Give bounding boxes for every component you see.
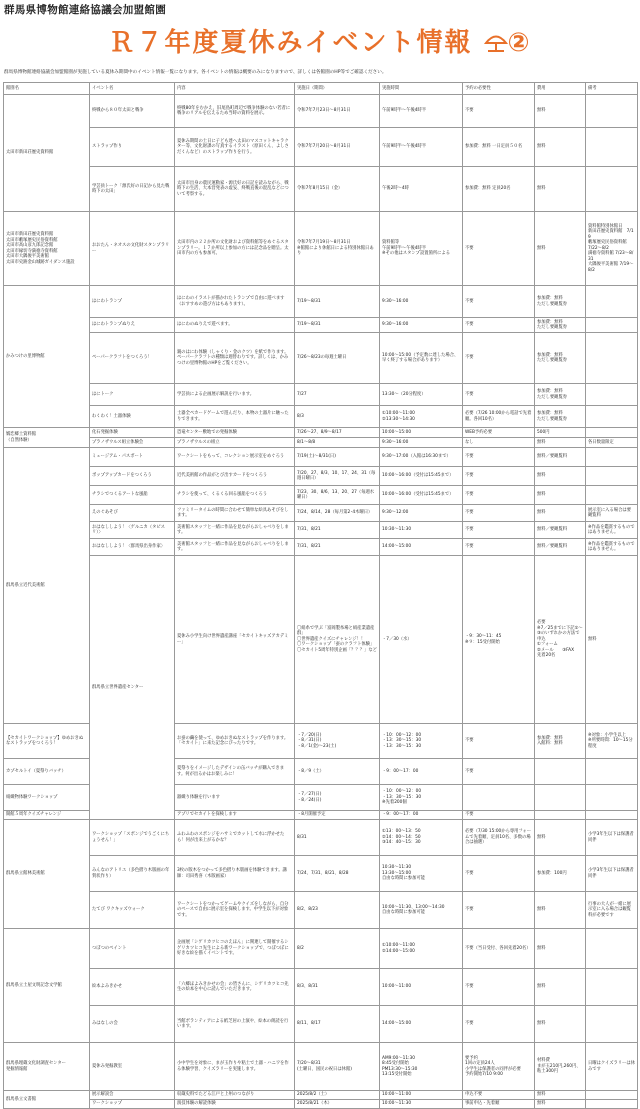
- time-cell: ・10：00～12：00 ・13：30～15：30 ・13：30～15：30: [380, 724, 463, 759]
- time-cell: 9:30～16:00: [380, 318, 463, 333]
- time-cell: 14:00～15:00: [380, 539, 463, 556]
- table-row: [4, 333, 638, 384]
- date-cell: 2025/8/21（木）: [295, 1100, 380, 1109]
- col-header-content: 内容: [175, 83, 295, 95]
- table-row: [4, 505, 638, 522]
- date-cell: 8/31: [295, 820, 380, 856]
- reserve-cell: WEB予約必要: [463, 428, 535, 438]
- reserve-cell: 必要（7/30 15:00から専用フォームで先着順、定員10名、多数の場合は抽選）: [463, 820, 535, 856]
- content-cell: はにわのぬりえで遊べます。: [175, 318, 295, 333]
- event-cell: カプセルトイ（夏祭りバッチ）: [4, 759, 90, 785]
- content-cell: ファミリータイムの時間に合わせて簡単な絵具あそびをします。: [175, 505, 295, 522]
- fee-cell: 無料: [535, 167, 586, 212]
- title-suffix: ②: [507, 28, 532, 58]
- fee-cell: 参加費：無料 ただし要観覧券: [535, 406, 586, 428]
- reserve-cell: [463, 785, 535, 811]
- fee-cell: [535, 811, 586, 820]
- fee-cell: 無料: [535, 1006, 586, 1043]
- event-cell: ストラップ作り: [90, 128, 175, 167]
- event-cell: わくわく！土器体験: [90, 406, 175, 428]
- fee-cell: 無料: [535, 95, 586, 128]
- date-cell: ・8月開催予定: [295, 811, 380, 820]
- col-header-fee: 費用: [535, 83, 586, 95]
- reserve-cell: 不要: [463, 505, 535, 522]
- time-cell: ①13：00～13：50 ②14：00～14：50 ③14：40～15：30: [380, 820, 463, 856]
- note-cell: [586, 167, 638, 212]
- time-cell: 9:30～17:00（入館は16:30まで）: [380, 448, 463, 467]
- content-cell: 土器全ペカードゲームで遊んだり、本物の土器片に触ったりできます。: [175, 406, 295, 428]
- table-row: [4, 318, 638, 333]
- reserve-cell: 不要（当日受付、各回先着20名）: [463, 929, 535, 969]
- note-cell: ※作品を鑑賞するものではありません。: [586, 539, 638, 556]
- date-cell: 2025/8/2（土）: [295, 1091, 380, 1100]
- event-cell: プラノザウルス組立体験会: [90, 438, 175, 448]
- note-cell: ※作品を鑑賞するものではありません。: [586, 522, 638, 539]
- date-cell: 7/19～8/31: [295, 318, 380, 333]
- note-cell: [586, 811, 638, 820]
- table-row: [4, 969, 638, 1006]
- note-cell: ※対象：小学生以上 ※所要時間：10～15分程度: [586, 724, 638, 759]
- time-cell: 10:00～11:30: [380, 1100, 463, 1109]
- col-header-reserve: 予約の必要性: [463, 83, 535, 95]
- reserve-cell: 不要: [463, 467, 535, 486]
- event-cell: 学芸員トーク「源氏好の日記から見た戦時下の太田」: [90, 167, 175, 212]
- table-row: [4, 856, 638, 892]
- event-cell: 絹織物体験ワークショップ: [4, 785, 90, 811]
- venue-cell: 群馬県立館林美術館: [4, 820, 90, 929]
- fee-cell: 500円: [535, 428, 586, 438]
- content-cell: 収蔵史料でたどる江戸と上州のつながり: [175, 1091, 295, 1100]
- event-cell: はにわトランプぬりえ: [90, 318, 175, 333]
- fee-cell: 無料／要観覧料: [535, 539, 586, 556]
- col-header-event: イベント名: [90, 83, 175, 95]
- event-cell: おおたん・ネオスの文化財スタンプラリー: [90, 212, 175, 286]
- table-row: [4, 1043, 638, 1091]
- note-cell: [586, 467, 638, 486]
- reserve-cell: 不要: [463, 811, 535, 820]
- table-row: [4, 1091, 638, 1100]
- fee-cell: 参加費：100円: [535, 856, 586, 892]
- time-cell: 午前9時半～午後4時半: [380, 128, 463, 167]
- content-cell: 夏休み期間の土日に子ども達へ太田のマスコットキャラクター等、文化財課の写真するイラスト（原田くん、よしさだくんなど）のストラップ作りを行う。: [175, 128, 295, 167]
- date-cell: 8/11、8/17: [295, 1006, 380, 1043]
- date-cell: 7/24、8/14、28（毎月第2･4木曜日）: [295, 505, 380, 522]
- table-row: [4, 539, 638, 556]
- event-cell: ワークショップ「スポンジでうごくにちょうせん！」: [90, 820, 175, 856]
- date-cell: 7/20、27、8/3、10、17、24、31（毎週日曜日）: [295, 467, 380, 486]
- event-cell: つぼつのペイント: [90, 929, 175, 969]
- date-cell: 8/2、8/23: [295, 892, 380, 929]
- date-cell: 7/20～8/31 (土曜日、国民の祝日は休館): [295, 1043, 380, 1091]
- fee-cell: 参加費：無料 ただし要観覧券: [535, 333, 586, 384]
- fee-cell: 無料: [535, 505, 586, 522]
- fee-cell: 無料: [535, 438, 586, 448]
- time-cell: 午前9時半～午後4時半: [380, 95, 463, 128]
- content-cell: 「六郷ほよみきかせの会」の皆さんに、シゲリカツヒコ先生の絵本を中心に読んでいただきます。: [175, 969, 295, 1006]
- time-cell: 9:30～16:00: [380, 438, 463, 448]
- venue-cell: 太田市新田荘歴史資料館: [4, 95, 90, 212]
- event-cell: みんなのアトリエ（多色摺り木版画の年賀状作り）: [90, 856, 175, 892]
- date-cell: 7/31、8/21: [295, 539, 380, 556]
- fee-cell: 参加費：無料 ただし要観覧券: [535, 384, 586, 406]
- fee-cell: 無料: [535, 969, 586, 1006]
- table-header-row: [4, 83, 638, 95]
- note-cell: [586, 384, 638, 406]
- event-cell: おはなししよう！〈ゲルニカ（タピスリ）〉: [90, 522, 175, 539]
- note-cell: [586, 929, 638, 969]
- table-row: [4, 95, 638, 128]
- content-cell: プラノザウルスの組立: [175, 438, 295, 448]
- note-cell: [586, 785, 638, 811]
- note-cell: [586, 1006, 638, 1043]
- table-row: [4, 406, 638, 428]
- content-cell: 当館ボランティアによる紙芝居の上演や、絵本の朗読を行います。: [175, 1006, 295, 1043]
- date-cell: 7/24、7/31、8/21、8/28: [295, 856, 380, 892]
- event-cell: ポップアップカードをつくろう: [90, 467, 175, 486]
- content-cell: 美術館スタッフと一緒に作品を見ながらおしゃべりをします。: [175, 522, 295, 539]
- reserve-cell: 不要: [463, 724, 535, 759]
- time-cell: 9:30～12:00: [380, 505, 463, 522]
- fee-cell: 無料／要観覧料: [535, 448, 586, 467]
- date-cell: 令和7年7月19日～8月31日 ※館館により休館日による特別休館日あり: [295, 212, 380, 286]
- table-row: [4, 1100, 638, 1109]
- event-cell: えのぐあそび: [90, 505, 175, 522]
- content-cell: 太田市内の２２か所の文化財および資料館等をめぐるスタンプラリー。１７か所以上参加の方には記念品を贈呈。太田市内の方も参加可。: [175, 212, 295, 286]
- fee-cell: [535, 759, 586, 785]
- fee-cell: 無料: [535, 486, 586, 505]
- reserve-cell: 不要: [463, 95, 535, 128]
- reserve-cell: 不要: [463, 448, 535, 467]
- content-cell: はにわのイラストが描かれたトランプで自由に遊べます（おすすめの遊び方はもあります）。: [175, 286, 295, 318]
- time-cell: 13:30～（20分程度）: [380, 384, 463, 406]
- table-row: [4, 1006, 638, 1043]
- event-cell: 開館５周年クイズチャレンジ: [4, 811, 90, 820]
- table-row: [4, 167, 638, 212]
- event-cell: はにわトランプ: [90, 286, 175, 318]
- organization-name: 群馬県博物館連絡協議会加盟館園: [4, 4, 166, 16]
- event-cell: たてび ワクキッズウォーク: [90, 892, 175, 929]
- note-cell: 行事の大人が一緒に展示室に入る場合は観覧料が必要です: [586, 892, 638, 929]
- note-cell: [586, 95, 638, 128]
- reserve-cell: 不要: [463, 892, 535, 929]
- note-cell: 資料館特別休館日 新田荘歴史資料館 7/19 藪塚歴史民俗資料館 7/22～8/2 満徳寺資料館 7/23～8/31 大隅俊平美術館 7/19～8/2: [586, 212, 638, 286]
- event-cell: 夏休み小学生向け世界遺産講座「セカイトキッズアカデミー」: [175, 556, 295, 724]
- content-cell: 学芸員による企画展示解説を行います。: [175, 384, 295, 406]
- venue-cell: かみつけの里博物館: [4, 286, 90, 428]
- note-cell: 展示室に入る場合は要観覧料: [586, 505, 638, 522]
- reserve-cell: 不要: [463, 969, 535, 1006]
- fee-cell: 無料: [535, 929, 586, 969]
- reserve-cell: 不要: [463, 286, 535, 318]
- date-cell: 8/3: [295, 406, 380, 428]
- table-row: [4, 438, 638, 448]
- fee-cell: 無料: [535, 212, 586, 286]
- note-cell: 小学3年生以下は保護者同伴: [586, 856, 638, 892]
- time-cell: ・9：00～17：00: [380, 759, 463, 785]
- event-cell: ワークショップ: [90, 1100, 175, 1109]
- intro-note: 群馬県博物館連絡協議会加盟館園が実施している夏休み期間中のイベント情報一覧になります。各イベントの情報は概要のみになりますので、詳しくは各館園のHP等でご確認ください。: [4, 70, 387, 75]
- time-cell: 午後2時～4時: [380, 167, 463, 212]
- umbrella-icon: [472, 28, 507, 58]
- fee-cell: 無料: [535, 467, 586, 486]
- note-cell: [586, 1100, 638, 1109]
- fee-cell: 無料／要観覧料: [535, 522, 586, 539]
- content-cell: ワークシートをつかってゲームやクイズをしながら、自分のペースで自由に展示室を探検します。中学生以下が対象です。: [175, 892, 295, 929]
- event-cell: ミュージアム・パスポート: [90, 448, 175, 467]
- event-cell: チラシでつくるアートな風船: [90, 486, 175, 505]
- date-cell: 7/27: [295, 384, 380, 406]
- time-cell: 10:00～11:30、13:00～14:30 自由な時間に参加可能: [380, 892, 463, 929]
- time-cell: 10:00～11:00: [380, 1091, 463, 1100]
- reserve-cell: 不要: [463, 212, 535, 286]
- reserve-cell: 不要: [463, 1006, 535, 1043]
- reserve-cell: 不要: [463, 486, 535, 505]
- time-cell: 10:00～16:00（受付は15:45まで）: [380, 467, 463, 486]
- reserve-cell: 必要（7/26 10:00から電話で先着順。各回10名）: [463, 406, 535, 428]
- content-cell: 終戦80年をむかえ、旧尾島町周辺で戦争体験のない若者に戦争のリアルを伝えるため当時の資料を展示。: [175, 95, 295, 128]
- content-cell: 太田市出身の農民運動家・源氏好の日記を読みながら、戦時下の生活、大本営発表の虚妄、終戦直後の混乱などについて考察する。: [175, 167, 295, 212]
- time-cell: 資料館等 午前9時半～午後4時半 ※その他はスタンプ設置箇所による: [380, 212, 463, 286]
- content-cell: 恐竜センター敷地での発掘体験: [175, 428, 295, 438]
- table-row: [4, 128, 638, 167]
- time-cell: 10:00～15:00: [380, 428, 463, 438]
- date-cell: ・7／30（水）: [380, 556, 463, 724]
- table-row: [4, 486, 638, 505]
- note-cell: [586, 969, 638, 1006]
- note-cell: 小学3年生以下は保護者同伴: [586, 820, 638, 856]
- fee-cell: [535, 785, 586, 811]
- note-cell: 日曜はクイズラリーは休みです: [586, 1043, 638, 1091]
- reserve-cell: 不要: [463, 759, 535, 785]
- event-cell: おはなししよう！〈群馬県出身作家〉: [90, 539, 175, 556]
- fee-cell: 無料: [586, 556, 638, 724]
- reserve-cell: 申込不要: [463, 1091, 535, 1100]
- content-cell: 企画展「シゲリカツヒコのえほん」に関連して開催するシゲリカツヒコ先生による新ワークショップで、つぼつぼに好きな絵を描くイベントです。: [175, 929, 295, 969]
- content-cell: 3枚の版木をつかって多色摺り木版画を体験できます。講師：司田秀喜（木版画家）: [175, 856, 295, 892]
- content-cell: ワークシートをもって、コレクション展示室をめぐろう: [175, 448, 295, 467]
- venue-cell: 群馬県立土屋文明記念文学館: [4, 929, 90, 1043]
- note-cell: 各日数量限定: [586, 438, 638, 448]
- reserve-cell: なし: [463, 438, 535, 448]
- reserve-cell: 不要: [463, 333, 535, 384]
- date-cell: 7/26～27、8/9～8/17: [295, 428, 380, 438]
- table-row: [4, 929, 638, 969]
- table-row: [4, 384, 638, 406]
- time-cell: ・9：00～17：00: [380, 811, 463, 820]
- note-cell: [586, 1091, 638, 1100]
- col-header-date: 実施日（期間）: [295, 83, 380, 95]
- event-cell: はにトーク: [90, 384, 175, 406]
- content-cell: ふわふわのスポンジをハサミでカットして水に浮かせたら！何が出来上がるかな？: [175, 820, 295, 856]
- time-cell: AM9:00～11:30 8:45受付開始 PM13:30～15:30 13:15受付開始: [380, 1043, 463, 1091]
- reserve-cell: 不要: [463, 384, 535, 406]
- fee-cell: 無料: [535, 892, 586, 929]
- reserve-cell: 参加費：無料 定員20名: [463, 167, 535, 212]
- note-cell: [586, 286, 638, 318]
- date-cell: 令和7年7月20日～8月31日: [295, 128, 380, 167]
- time-cell: ・10：00～12：00 ・13：30～15：30 ※先着200個: [380, 785, 463, 811]
- date-cell: 7/19～8/31: [295, 286, 380, 318]
- date-cell: ・7／20(日) ・8／31(日) ・8／1(金)～23(土): [295, 724, 380, 759]
- venue-cell: 群馬県立近代美術館: [4, 448, 90, 724]
- note-cell: [586, 333, 638, 384]
- date-cell: 7/26～8/23の毎週土曜日: [295, 333, 380, 384]
- fee-cell: 参加費：無料 ただし要観覧券: [535, 318, 586, 333]
- time-cell: 10:00～16:00（受付は15:45まで）: [380, 486, 463, 505]
- note-cell: [586, 406, 638, 428]
- fee-cell: 参加費：無料 ただし要観覧券: [535, 286, 586, 318]
- event-cell: 化石発掘体験: [90, 428, 175, 438]
- event-table: [3, 82, 638, 1109]
- fee-cell: 無料: [535, 1100, 586, 1109]
- content-cell: 演技体験の解読体験: [175, 1100, 295, 1109]
- content-cell: アプリでセカイトを探検します: [175, 811, 295, 820]
- event-cell: 絵本よみきかせ: [90, 969, 175, 1006]
- date-cell: 令和7年7月23日～8月31日: [295, 95, 380, 128]
- date-cell: 令和7年8月15日（金）: [295, 167, 380, 212]
- event-cell: 夏休み発掘教室: [90, 1043, 175, 1091]
- note-cell: [586, 428, 638, 438]
- venue-cell: 嬬恋郷土資料館 （自然体験）: [4, 428, 90, 448]
- content-cell: 器織り体験を行います: [175, 785, 295, 811]
- reserve-cell: 必要 ※7／25までに下記①～③のいずれかの方法で申込 ①フォーム ②メール ③FAX 先着20名: [535, 556, 586, 724]
- note-cell: [586, 486, 638, 505]
- content-cell: 親のはにわ体験（しゃくり・金のクツ）を紙で作ります。ペーパークラフトの種類は週替わりです。詳しくは、かみつけの里博物館のHPをご覧ください。: [175, 333, 295, 384]
- event-cell: みはなしの会: [90, 1006, 175, 1043]
- date-cell: 7/19(土)～8/31(日): [295, 448, 380, 467]
- time-cell: 10:00～11:00: [380, 969, 463, 1006]
- col-header-time: 実施時間: [380, 83, 463, 95]
- reserve-cell: 参加費：無料 一日定員５０名: [463, 128, 535, 167]
- event-cell: 展示解説会: [90, 1091, 175, 1100]
- table-row: [4, 820, 638, 856]
- col-header-venue: 館園名: [4, 83, 90, 95]
- time-cell: 9:30～16:00: [380, 286, 463, 318]
- venue-cell: 群馬県立世界遺産センター: [90, 556, 175, 820]
- fee-cell: 無料: [535, 128, 586, 167]
- table-row: [4, 892, 638, 929]
- content-cell: お蚕の繭を使って、ゆめおきぬなストラップを作ります。「セカイト」に来た記念にぴったりです。: [175, 724, 295, 759]
- event-cell: ペーパークラフトをつくろう！: [90, 333, 175, 384]
- fee-cell: 無料: [535, 1091, 586, 1100]
- table-row: [4, 212, 638, 286]
- event-cell: 終戦から８０年太田と戦争: [90, 95, 175, 128]
- table-row: [4, 428, 638, 438]
- time-cell: ・9：30～11：45 ※９：15受付開始: [463, 556, 535, 724]
- date-cell: ・7／27(日) ・8／24(日): [295, 785, 380, 811]
- venue-cell: 群馬県埋蔵文化財調査センター 発掘情報館: [4, 1043, 90, 1091]
- reserve-cell: 不要: [463, 522, 535, 539]
- time-cell: ①10:00～11:00 ②13:30～14:30: [380, 406, 463, 428]
- content-cell: チラシを使って、くるくる回る風船をつくろう: [175, 486, 295, 505]
- table-row: [4, 448, 638, 467]
- table-row: [4, 522, 638, 539]
- reserve-cell: 要予約 1回の定員24人 小学生は保護者の同伴が必要 予約開始7/10 9:00: [463, 1043, 535, 1091]
- note-cell: [586, 448, 638, 467]
- content-cell: 夏祭りをイメージしたデザインの缶バッチが購入できます。何が出るかはお楽しみに！: [175, 759, 295, 785]
- table-row: [4, 467, 638, 486]
- reserve-cell: 不要: [463, 318, 535, 333]
- fee-cell: 無料: [535, 820, 586, 856]
- reserve-cell: 不要: [463, 856, 535, 892]
- note-cell: [586, 318, 638, 333]
- fee-cell: 参加費：無料 入館料：無料: [535, 724, 586, 759]
- content-cell: 近代美術館の作品がとび出すカードをつくろう: [175, 467, 295, 486]
- time-cell: 14:00～15:00: [380, 1006, 463, 1043]
- note-cell: [586, 759, 638, 785]
- table-row: [4, 556, 638, 724]
- date-cell: ・8／9（土）: [295, 759, 380, 785]
- note-cell: [586, 128, 638, 167]
- time-cell: 10:30～11:30: [380, 522, 463, 539]
- reserve-cell: 不要: [463, 539, 535, 556]
- date-cell: 7/23、30、8/6、13、20、27（毎週水曜日）: [295, 486, 380, 505]
- title-text: Ｒ７年度夏休みイベント情報: [108, 28, 473, 58]
- table-row: [4, 286, 638, 318]
- date-cell: 8/2: [295, 929, 380, 969]
- date-cell: 8/1～8/8: [295, 438, 380, 448]
- time-cell: 10:30～11:30 13:30～15:00 自由な時間に参加可能: [380, 856, 463, 892]
- content-cell: 小中学生を対象に、まが玉作りや粘土で土器・ハニワを作る体験学習、クイズラリーを実施します。: [175, 1043, 295, 1091]
- time-cell: 10:00～15:00（予定数に達した場合、早く終了する場合があります）: [380, 333, 463, 384]
- page-title: [0, 22, 640, 59]
- fee-cell: 材料費 まが玉210円,260円、粘土300円: [535, 1043, 586, 1091]
- venue-cell: 太田市新田荘歴史資料館 太田市藪塚歴史民俗資料館 太田市高山彦九郎記念館 太田市縁切寺満徳寺資料館 太田市大隅俊平美術館 太田市史跡金山城跡ガイダンス施設: [4, 212, 90, 286]
- date-cell: 8/3、8/31: [295, 969, 380, 1006]
- content-cell: 美術館スタッフと一緒に作品を見ながらおしゃべりをします。: [175, 539, 295, 556]
- venue-cell: 群馬県立文書館: [4, 1091, 90, 1109]
- event-cell: 【セカイトワークショップ】ゆめおきぬなストラップをつくろう！: [4, 724, 90, 759]
- date-cell: 7/31、8/21: [295, 522, 380, 539]
- col-header-note: 備考: [586, 83, 638, 95]
- time-cell: ①10:00～11:00 ②14:00～15:00: [380, 929, 463, 969]
- reserve-cell: 事前申込・先着順: [463, 1100, 535, 1109]
- content-cell: 〇絹糸で学ぶ「富岡製糸場と絹産業遺産群」 〇世界遺産クイズにチャレンジ！！ 〇ワークショップ「蚕のクラフト体験」 〇セカイト5周年特別企画「？？？」など: [295, 556, 380, 724]
